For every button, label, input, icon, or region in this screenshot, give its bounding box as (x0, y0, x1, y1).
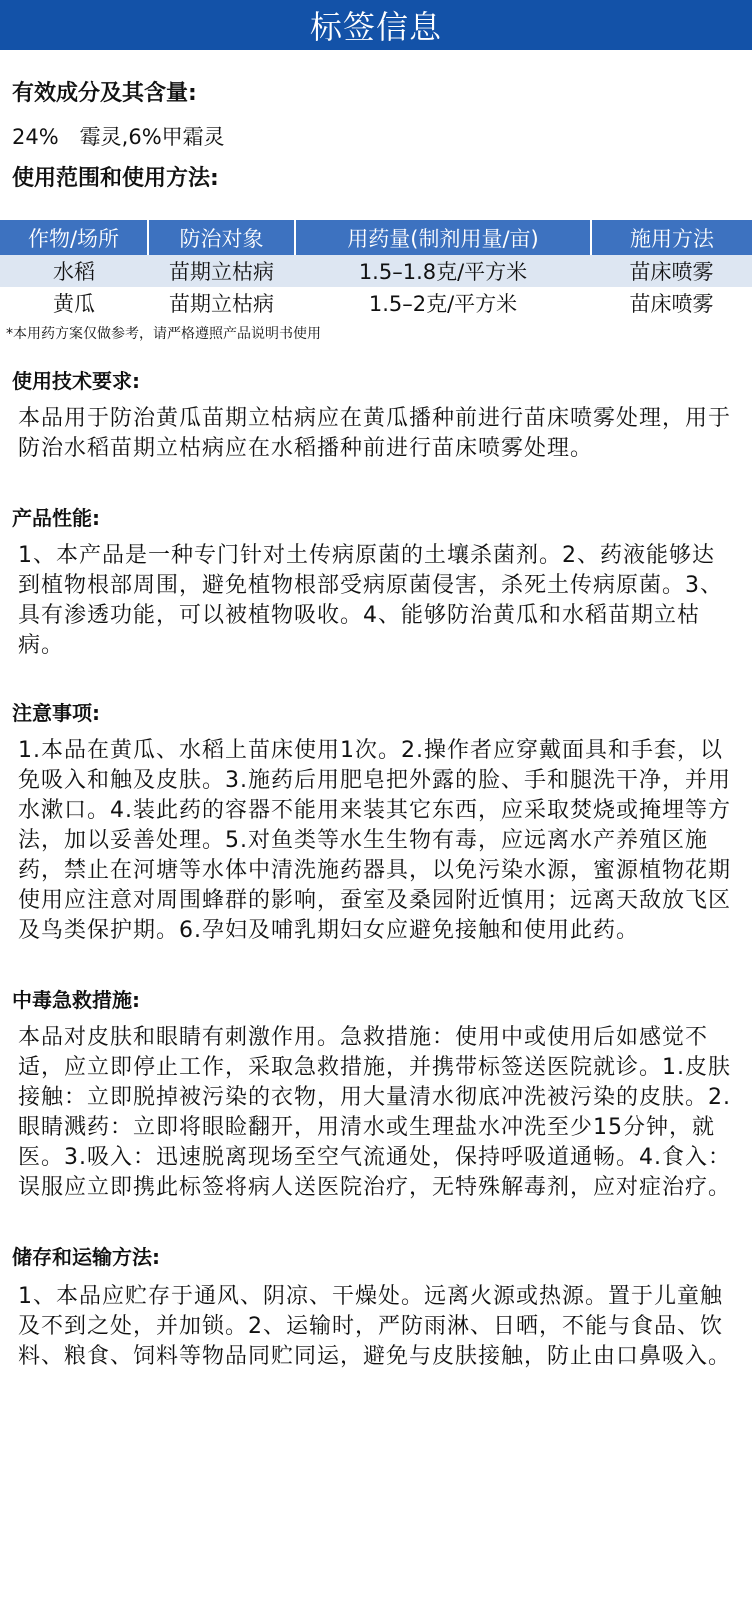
tech-title: 使用技术要求: (12, 369, 140, 393)
performance-title: 产品性能: (12, 506, 100, 530)
column-header-method: 施用方法 (591, 220, 752, 255)
table-cell: 水稻 (0, 255, 148, 287)
storage-title: 储存和运输方法: (12, 1245, 160, 1269)
tech-text: 本品用于防治黄瓜苗期立枯病应在黄瓜播种前进行苗床喷雾处理，用于防治水稻苗期立枯病应在水稻播种前进行苗床喷雾处理。 (18, 406, 732, 461)
column-header-crop: 作物/场所 (0, 220, 148, 255)
table-cell: 苗期立枯病 (169, 292, 274, 316)
usage-note: *本用药方案仅做参考，请严格遵照产品说明书使用 (6, 326, 321, 342)
table-cell: 苗床喷雾 (591, 255, 752, 287)
table-cell: 苗期立枯病 (148, 255, 295, 287)
page-header (0, 0, 752, 50)
column-header-dosage: 用药量(制剂用量/亩) (295, 220, 591, 255)
column-header-target: 防治对象 (148, 220, 295, 255)
table-row (0, 287, 752, 319)
ingredients-text: 24% 霉灵,6%甲霜灵 (12, 125, 225, 149)
table-cell: 1.5–1.8克/平方米 (295, 255, 591, 287)
table-cell: 苗床喷雾 (629, 292, 714, 316)
storage-text: 1、本品应贮存于通风、阴凉、干燥处。远离火源或热源。置于儿童触及不到之处，并加锁。2、运输时，严防雨淋、日晒，不能与食品、饮料、粮食、饲料等物品同贮同运，避免与皮肤接触，防止由口鼻吸入。 (18, 1284, 732, 1369)
table-cell: 黄瓜 (53, 292, 95, 316)
precautions-text: 1.本品在黄瓜、水稻上苗床使用1次。2.操作者应穿戴面具和手套，以免吸入和触及皮肤。3.施药后用肥皂把外露的脸、手和腿洗干净，并用水漱口。4.装此药的容器不能用来装其它东西，应采取焚烧或掩埋等方法，加以妥善处理。5.对鱼类等水生生物有毒，应远离水产养殖区施药，禁止在河塘等水体中清洗施药器具，以免污染水源，蜜源植物花期使用应注意对周围蜂群的影响，蚕室及桑园附近慎用；远离天敌放飞区及鸟类保护期。6.孕妇及哺乳期妇女应避免接触和使用此药。 (18, 738, 732, 943)
page-title: 标签信息 (309, 8, 442, 46)
performance-text: 1、本产品是一种专门针对土传病原菌的土壤杀菌剂。2、药液能够达到植物根部周围，避免植物根部受病原菌侵害，杀死土传病原菌。3、具有渗透功能，可以被植物吸收。4、能够防治黄瓜和水稻苗期立枯病。 (18, 543, 723, 658)
firstaid-text: 本品对皮肤和眼睛有刺激作用。急救措施：使用中或使用后如感觉不适，应立即停止工作，采取急救措施，并携带标签送医院就诊。1.皮肤接触：立即脱掉被污染的衣物，用大量清水彻底冲洗被污染的皮肤。2.眼睛溅药：立即将眼睑翻开，用清水或生理盐水冲洗至少15分钟，就医。3.吸入：迅速脱离现场至空气流通处，保持呼吸道通畅。4.食入：误服应立即携此标签将病人送医院治疗，无特殊解毒剂，应对症治疗。 (18, 1025, 732, 1200)
usage-title: 使用范围和使用方法: (12, 166, 219, 191)
table-header-row (0, 220, 752, 255)
ingredients-title: 有效成分及其含量: (12, 81, 197, 106)
firstaid-title: 中毒急救措施: (12, 988, 140, 1012)
table-row (0, 255, 752, 287)
precautions-title: 注意事项: (12, 701, 100, 725)
dosage-table (0, 220, 752, 319)
table-cell: 1.5–2克/平方米 (368, 292, 518, 316)
